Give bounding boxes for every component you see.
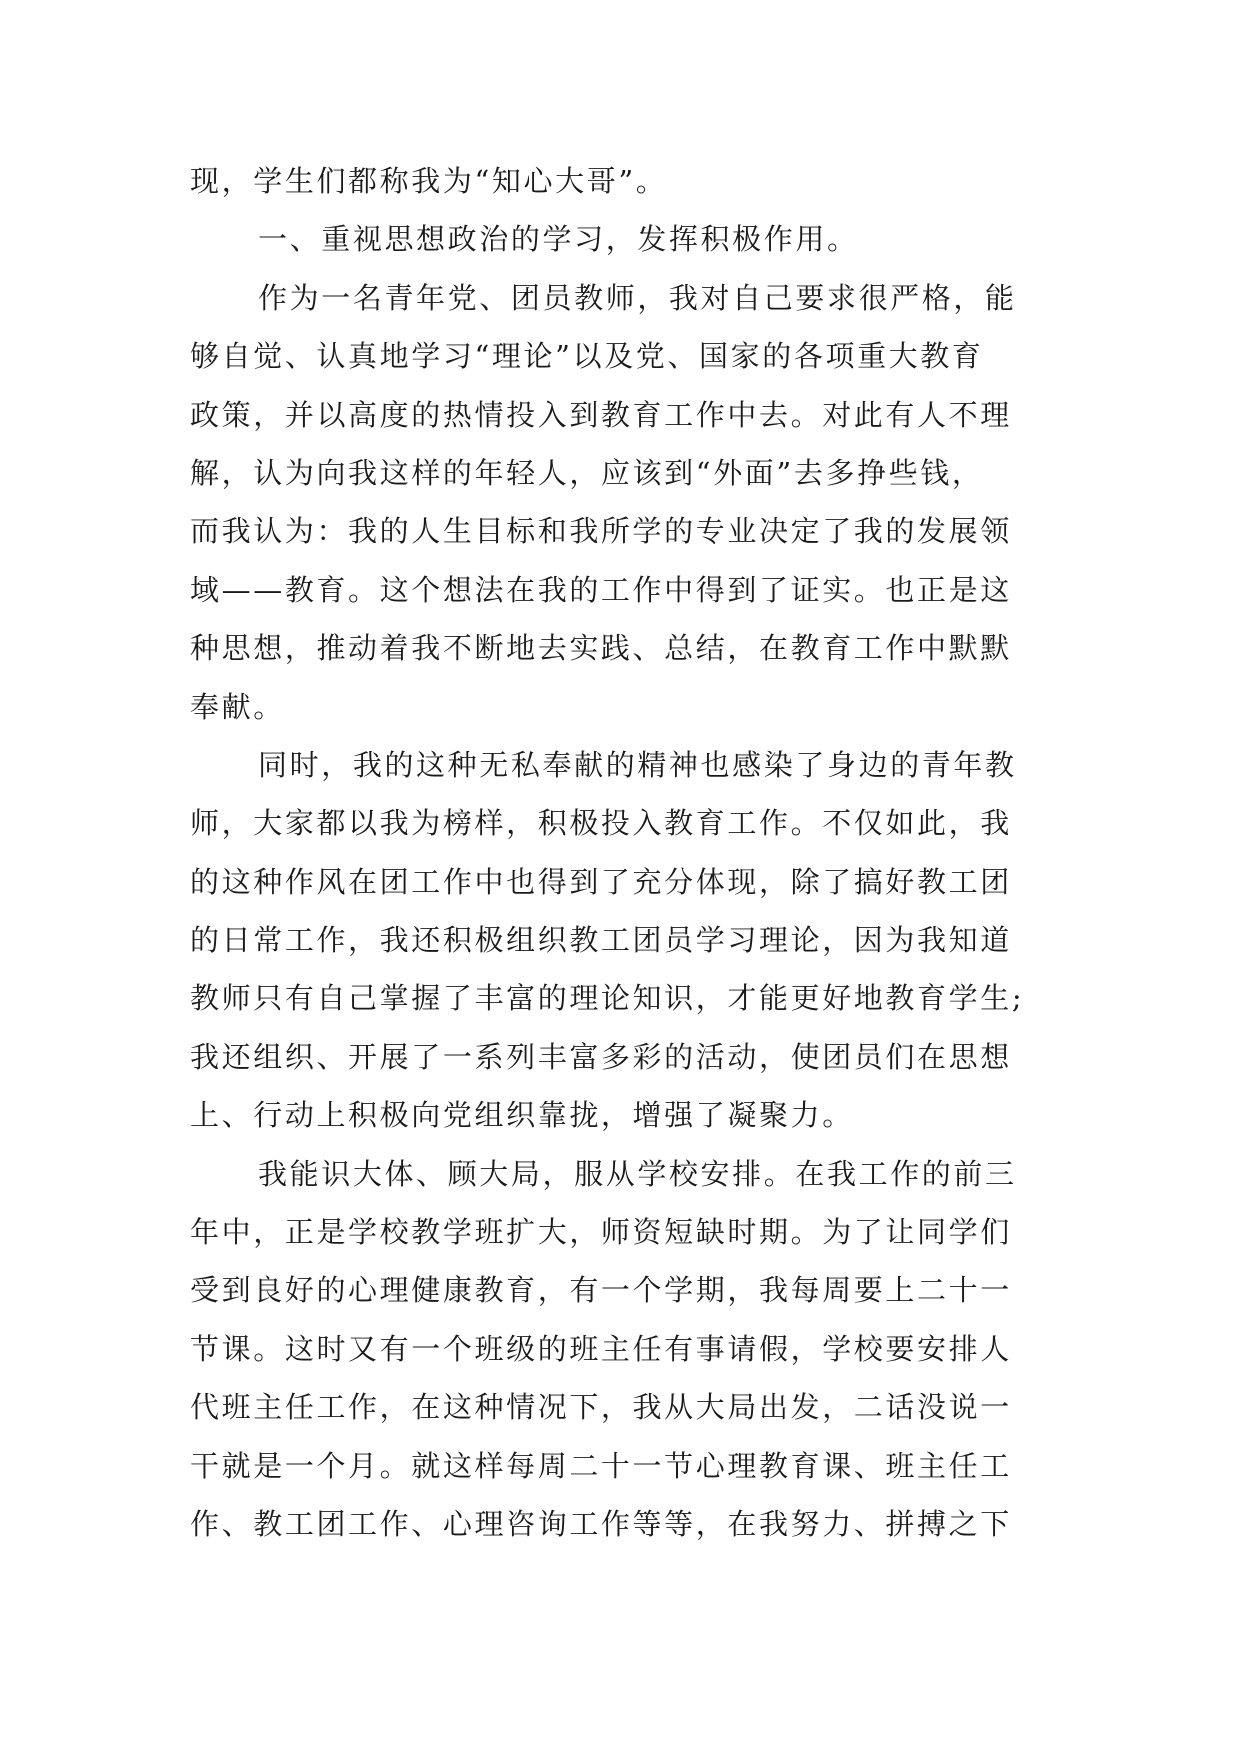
text-line: 域——教育。这个想法在我的工作中得到了证实。也正是这 — [190, 572, 1012, 607]
text-line: 同时，我的这种无私奉献的精神也感染了身边的青年教 — [258, 747, 1017, 782]
text-line: 代班主任工作，在这种情况下，我从大局出发，二话没说一 — [190, 1390, 1012, 1425]
text-line: 的日常工作，我还积极组织教工团员学习理论，因为我知道 — [190, 923, 1012, 958]
text-line: 种思想，推动着我不断地去实践、总结，在教育工作中默默 — [190, 631, 1012, 666]
text-line: 受到良好的心理健康教育，有一个学期，我每周要上二十一 — [190, 1273, 1012, 1308]
text-line: 现，学生们都称我为“知心大哥”。 — [190, 164, 668, 198]
text-line: 干就是一个月。就这样每周二十一节心理教育课、班主任工 — [190, 1448, 1012, 1483]
text-line: 我能识大体、顾大局，服从学校安排。在我工作的前三 — [258, 1156, 1017, 1191]
body-text — [190, 152, 1060, 1553]
text-line: 作、教工团工作、心理咨询工作等等，在我努力、拼搏之下 — [190, 1506, 1012, 1541]
text-line: 年中，正是学校教学班扩大，师资短缺时期。为了让同学们 — [190, 1215, 1012, 1250]
text-line: 而我认为：我的人生目标和我所学的专业决定了我的发展领 — [190, 514, 1012, 549]
text-line: 的这种作风在团工作中也得到了充分体现，除了搞好教工团 — [190, 864, 1012, 899]
text-line: 我还组织、开展了一系列丰富多彩的活动，使团员们在思想 — [190, 1039, 1012, 1074]
section-heading: 一、重视思想政治的学习，发挥积极作用。 — [258, 222, 859, 257]
text-line: 教师只有自己掌握了丰富的理论知识，才能更好地教育学生; — [190, 981, 1025, 1016]
text-line: 节课。这时又有一个班级的班主任有事请假，学校要安排人 — [190, 1331, 1012, 1366]
text-line: 解，认为向我这样的年轻人，应该到“外面”去多挣些钱， — [190, 455, 984, 490]
text-line: 够自觉、认真地学习“理论”以及党、国家的各项重大教育 — [190, 339, 984, 374]
text-line: 政策，并以高度的热情投入到教育工作中去。对此有人不理 — [190, 397, 1012, 432]
text-line: 奉献。 — [190, 689, 285, 724]
text-line: 上、行动上积极向党组织靠拢，增强了凝聚力。 — [190, 1098, 854, 1133]
text-line: 作为一名青年党、团员教师，我对自己要求很严格，能 — [258, 280, 1017, 315]
text-line: 师，大家都以我为榜样，积极投入教育工作。不仅如此，我 — [190, 806, 1012, 841]
